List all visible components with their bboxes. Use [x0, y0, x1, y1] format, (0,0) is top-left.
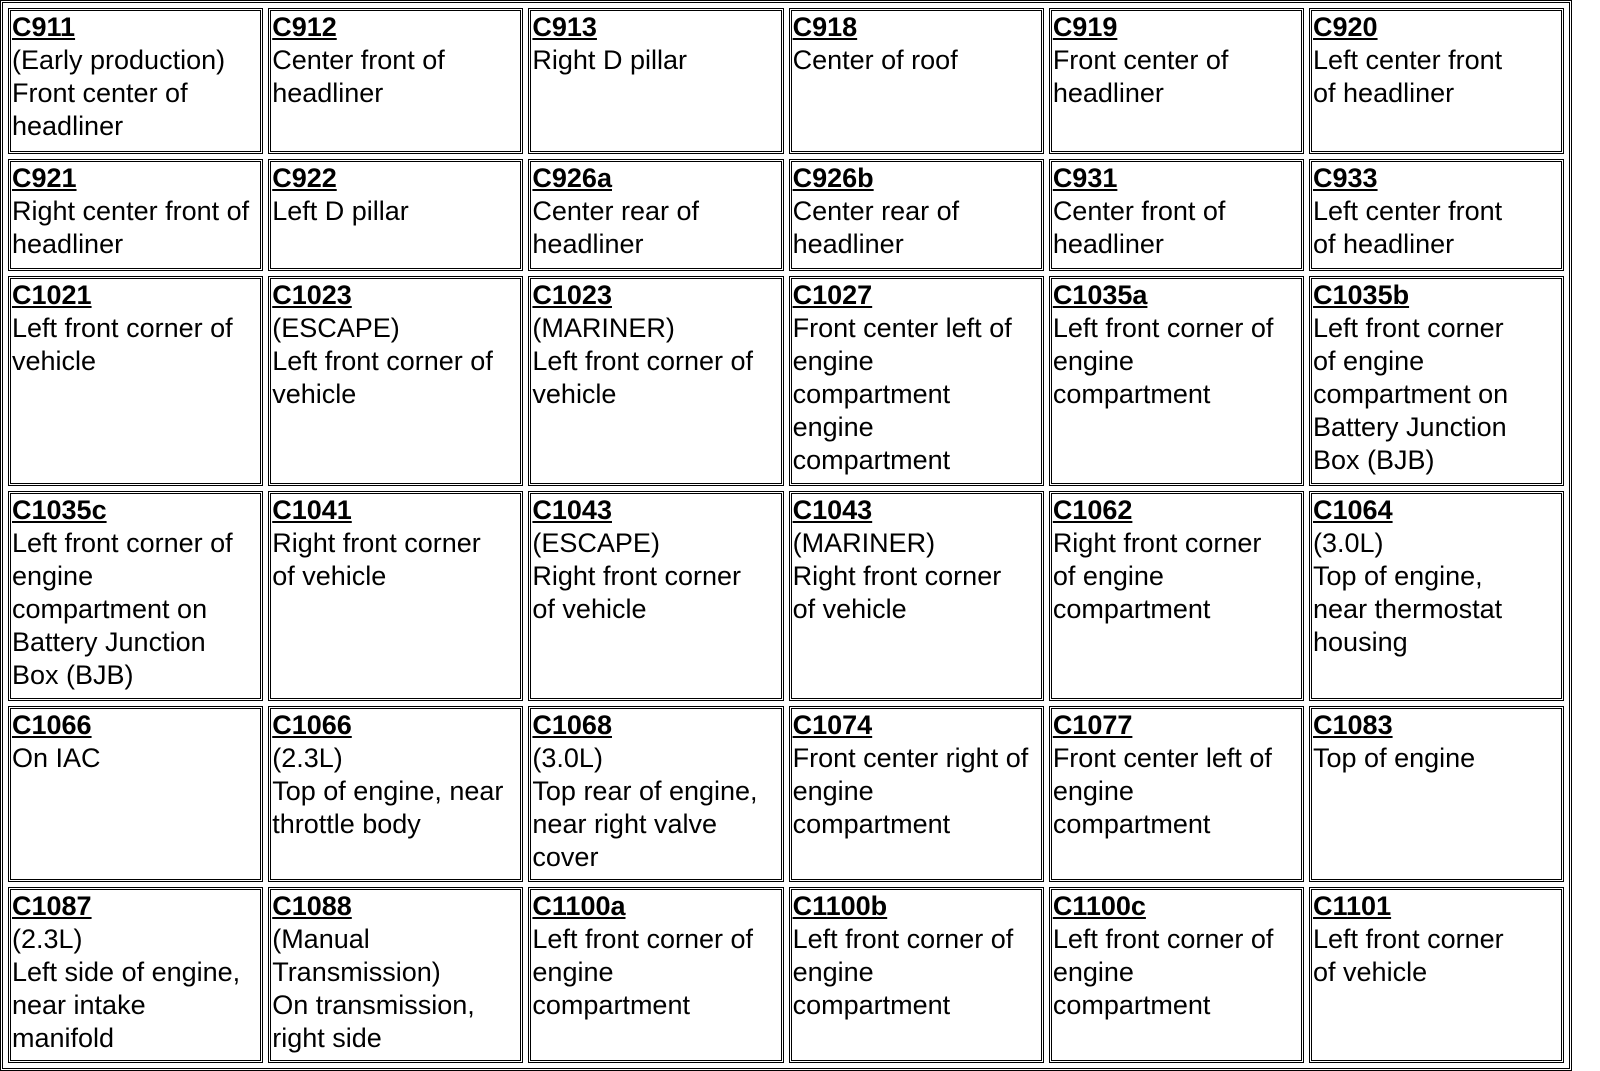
connector-id: C1041: [272, 495, 352, 525]
connector-cell: [1049, 491, 1304, 701]
connector-id: C1043: [792, 495, 873, 525]
connector-location-line: housing: [1313, 627, 1408, 657]
connector-id: C1088: [272, 891, 352, 921]
connector-cell: [1049, 706, 1304, 882]
connector-cell: [789, 706, 1044, 882]
connector-id: C919: [1052, 12, 1118, 42]
connector-location-line: Left center front: [1313, 196, 1503, 226]
connector-location-line: engine: [1052, 776, 1134, 806]
connector-location-line: near intake: [12, 990, 146, 1020]
connector-location-line: Front center right of: [792, 743, 1029, 773]
connector-location-line: Right front corner: [532, 561, 741, 591]
connector-location-line: Top of engine,: [1313, 561, 1483, 591]
connector-cell: [268, 276, 523, 486]
connector-location-line: vehicle: [12, 346, 97, 376]
connector-id: C1083: [1313, 710, 1393, 740]
connector-location-line: compartment: [1052, 809, 1211, 839]
connector-location-line: Right center front of: [12, 196, 250, 226]
connector-location-line: engine: [1052, 957, 1134, 987]
connector-id: C1062: [1052, 495, 1133, 525]
connector-location-line: headliner: [12, 111, 124, 141]
connector-location-line: (2.3L): [12, 924, 83, 954]
connector-location-line: compartment: [792, 809, 951, 839]
connector-id: C1100c: [1052, 891, 1146, 921]
connector-cell: [268, 491, 523, 701]
connector-cell: [1309, 491, 1564, 701]
connector-id: C1021: [12, 280, 92, 310]
table-row: [8, 706, 1564, 882]
connector-id: C926a: [532, 163, 612, 193]
connector-location-line: right side: [272, 1023, 382, 1053]
connector-location-line: Left center front: [1313, 45, 1503, 75]
connector-id: C1068: [532, 710, 612, 740]
connector-location-line: headliner: [1052, 78, 1164, 108]
table-row: [8, 887, 1564, 1063]
connector-location-line: vehicle: [272, 379, 357, 409]
connector-location-line: Front center of: [12, 78, 188, 108]
connector-cell: [1049, 8, 1304, 154]
connector-cell: [528, 276, 783, 486]
connector-cell: [528, 887, 783, 1063]
connector-location-line: Left front corner of: [12, 528, 233, 558]
connector-id: C922: [272, 163, 337, 193]
connector-location-line: Center front of: [272, 45, 445, 75]
connector-location-line: Front center left of: [1052, 743, 1272, 773]
connector-location-line: Center rear of: [792, 196, 960, 226]
connector-location-line: Transmission): [272, 957, 441, 987]
table-body: [8, 8, 1564, 1063]
connector-location-line: throttle body: [272, 809, 421, 839]
connector-cell: [1309, 8, 1564, 154]
connector-location-line: (2.3L): [272, 743, 343, 773]
connector-id: C1023: [272, 280, 352, 310]
connector-location-line: engine: [1052, 346, 1134, 376]
connector-location-line: Box (BJB): [1313, 445, 1435, 475]
connector-cell: [528, 8, 783, 154]
connector-location-line: manifold: [12, 1023, 115, 1053]
connector-cell: [8, 276, 263, 486]
connector-location-line: engine: [792, 346, 874, 376]
connector-cell: [789, 276, 1044, 486]
connector-cell: [268, 887, 523, 1063]
connector-id: C1087: [12, 891, 92, 921]
connector-cell: [528, 159, 783, 271]
connector-location-line: Battery Junction: [1313, 412, 1507, 442]
connector-location-line: (3.0L): [1313, 528, 1384, 558]
connector-location-line: engine: [792, 957, 874, 987]
connector-location-line: Left front corner of: [12, 313, 233, 343]
connector-location-line: compartment: [1052, 990, 1211, 1020]
connector-cell: [8, 491, 263, 701]
connector-location-line: engine: [532, 957, 614, 987]
connector-id: C931: [1052, 163, 1118, 193]
connector-location-line: headliner: [792, 229, 904, 259]
connector-location-line: compartment: [1052, 594, 1211, 624]
table-row: [8, 491, 1564, 701]
connector-cell: [789, 491, 1044, 701]
connector-cell: [1049, 159, 1304, 271]
connector-location-line: of vehicle: [1313, 957, 1428, 987]
connector-cell: [8, 159, 263, 271]
connector-id: C1100a: [532, 891, 626, 921]
connector-location-line: On transmission,: [272, 990, 475, 1020]
connector-cell: [1309, 159, 1564, 271]
connector-location-line: headliner: [272, 78, 384, 108]
connector-id: C921: [12, 163, 77, 193]
connector-cell: [1309, 887, 1564, 1063]
connector-cell: [268, 8, 523, 154]
connector-id: C1043: [532, 495, 612, 525]
connector-id: C1035b: [1313, 280, 1410, 310]
connector-location-line: compartment: [792, 990, 951, 1020]
connector-cell: [1049, 887, 1304, 1063]
connector-location-line: Top of engine: [1313, 743, 1476, 773]
connector-location-line: Center rear of: [532, 196, 699, 226]
connector-location-line: Left front corner: [1313, 924, 1504, 954]
connector-location-line: (Manual: [272, 924, 370, 954]
connector-cell: [1049, 276, 1304, 486]
connector-location-line: near right valve: [532, 809, 718, 839]
connector-id: C1066: [12, 710, 92, 740]
connector-cell: [789, 159, 1044, 271]
connector-location-line: Right front corner: [272, 528, 481, 558]
connector-location-line: Left front corner: [1313, 313, 1504, 343]
connector-cell: [789, 8, 1044, 154]
connector-location-line: of vehicle: [272, 561, 387, 591]
connector-location-line: headliner: [532, 229, 644, 259]
connector-location-line: Left front corner of: [272, 346, 493, 376]
connector-location-line: Right D pillar: [532, 45, 687, 75]
connector-location-line: (Early production): [12, 45, 226, 75]
connector-location-line: engine: [792, 412, 874, 442]
connector-location-line: Right front corner: [792, 561, 1002, 591]
connector-location-line: cover: [532, 842, 599, 872]
table-row: [8, 276, 1564, 486]
connector-id: C913: [532, 12, 597, 42]
connector-location-line: Front center left of: [792, 313, 1012, 343]
connector-location-line: On IAC: [12, 743, 101, 773]
connector-location-line: compartment on: [1313, 379, 1509, 409]
connector-id: C1074: [792, 710, 873, 740]
connector-location-line: Battery Junction: [12, 627, 206, 657]
connector-location-line: engine: [792, 776, 874, 806]
connector-location-line: Left front corner of: [1052, 924, 1274, 954]
connector-location-line: compartment on: [12, 594, 208, 624]
connector-location-line: compartment: [1052, 379, 1211, 409]
connector-location-line: Top of engine, near: [272, 776, 504, 806]
connector-cell: [528, 706, 783, 882]
connector-id: C1035a: [1052, 280, 1148, 310]
connector-location-line: compartment: [792, 445, 951, 475]
connector-cell: [8, 8, 263, 154]
connector-id: C1027: [792, 280, 873, 310]
connector-id: C933: [1313, 163, 1378, 193]
connector-id: C1077: [1052, 710, 1133, 740]
connector-id: C918: [792, 12, 858, 42]
connector-location-line: Front center of: [1052, 45, 1229, 75]
connector-cell: [528, 491, 783, 701]
connector-location-line: compartment: [792, 379, 951, 409]
connector-location-line: of vehicle: [792, 594, 907, 624]
connector-id: C1100b: [792, 891, 888, 921]
connector-location-line: Top rear of engine,: [532, 776, 758, 806]
connector-location-line: Center of roof: [792, 45, 958, 75]
connector-cell: [8, 887, 263, 1063]
connector-cell: [789, 887, 1044, 1063]
connector-location-line: (ESCAPE): [532, 528, 660, 558]
connector-id: C1066: [272, 710, 352, 740]
connector-location-line: Left front corner of: [792, 924, 1014, 954]
connector-location-line: headliner: [1052, 229, 1164, 259]
connector-location-line: Left front corner of: [532, 924, 754, 954]
connector-id: C1035c: [12, 495, 107, 525]
connector-id: C926b: [792, 163, 874, 193]
connector-location-line: Right front corner: [1052, 528, 1262, 558]
connector-cell: [1309, 706, 1564, 882]
connector-location-line: Left side of engine,: [12, 957, 241, 987]
connector-location-line: headliner: [12, 229, 124, 259]
connector-location-line: near thermostat: [1313, 594, 1503, 624]
connector-location-line: (MARINER): [532, 313, 675, 343]
connector-location-line: of vehicle: [532, 594, 647, 624]
connector-location-line: of engine: [1313, 346, 1425, 376]
connector-location-line: compartment: [532, 990, 690, 1020]
connector-cell: [268, 159, 523, 271]
connector-cell: [268, 706, 523, 882]
connector-location-line: of headliner: [1313, 229, 1455, 259]
connector-location-line: Box (BJB): [12, 660, 134, 690]
connector-location-line: of headliner: [1313, 78, 1455, 108]
connector-location-line: Left front corner of: [532, 346, 754, 376]
connector-location-line: Left front corner of: [1052, 313, 1274, 343]
connector-location-line: of engine: [1052, 561, 1164, 591]
connector-id: C920: [1313, 12, 1378, 42]
connector-id: C1023: [532, 280, 612, 310]
connector-location-line: Left D pillar: [272, 196, 409, 226]
connector-location-line: (ESCAPE): [272, 313, 400, 343]
table-row: [8, 8, 1564, 154]
connector-location-line: (3.0L): [532, 743, 603, 773]
connector-id: C1101: [1313, 891, 1392, 921]
connector-cell: [8, 706, 263, 882]
table-row: [8, 159, 1564, 271]
connector-location-line: (MARINER): [792, 528, 936, 558]
connector-id: C1064: [1313, 495, 1393, 525]
connector-id: C912: [272, 12, 337, 42]
connector-cell: [1309, 276, 1564, 486]
connector-location-line: engine: [12, 561, 94, 591]
connector-id: C911: [12, 12, 76, 42]
connector-location-line: vehicle: [532, 379, 617, 409]
connector-location-line: Center front of: [1052, 196, 1226, 226]
